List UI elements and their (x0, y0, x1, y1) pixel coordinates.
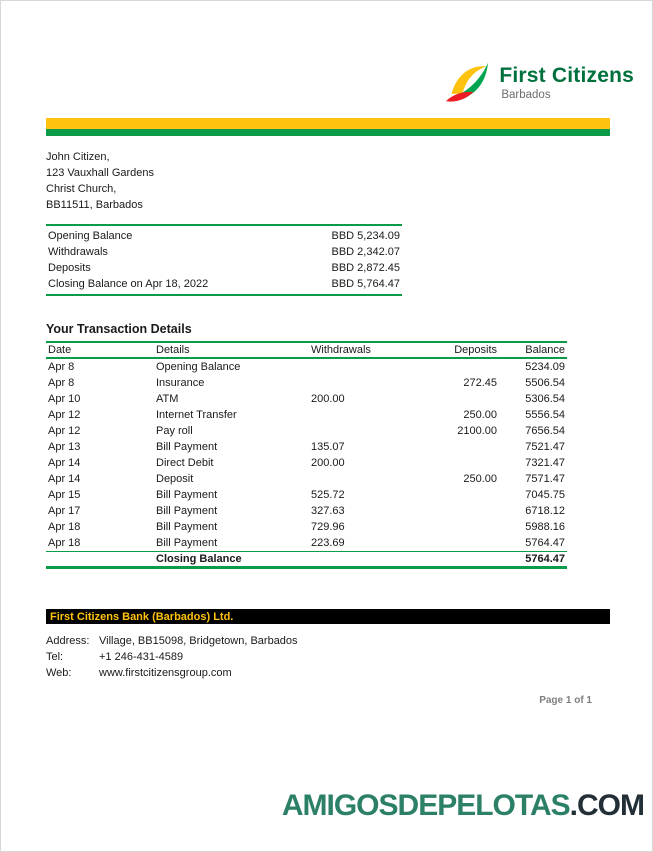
address-label: Address: (46, 635, 90, 647)
statement-content (1, 118, 652, 706)
summary-label: Deposits (48, 262, 91, 274)
txn-date-cell: Apr 15 (48, 489, 81, 501)
txn-balance-cell: 5988.16 (525, 521, 565, 533)
closing-balance-row (46, 551, 567, 569)
txn-date-cell: Apr 17 (48, 505, 81, 517)
txn-date-cell: Apr 18 (48, 537, 81, 549)
watermark-suffix: .COM (569, 789, 644, 822)
txn-details-cell: Insurance (156, 377, 205, 389)
txn-details-cell: Bill Payment (156, 537, 218, 549)
recipient-address (46, 149, 610, 213)
txn-balance-cell: 5764.47 (525, 537, 565, 549)
summary-value: BBD 5,764.47 (331, 278, 400, 290)
logo-row (1, 1, 652, 103)
web-value: www.firstcitizensgroup.com (99, 667, 232, 679)
summary-row-closing (48, 276, 400, 292)
txn-date-cell: Apr 8 (48, 361, 75, 373)
txn-details-cell: Deposit (156, 473, 194, 485)
page-indicator: Page 1 of 1 (539, 695, 592, 706)
transactions-table (46, 341, 567, 569)
watermark-main: AMIGOSDEPELOTAS (281, 789, 570, 822)
summary-row-deposits (48, 260, 400, 276)
txn-withdrawals-cell: 200.00 (311, 393, 345, 405)
logo-brand-text: First Citizens (499, 63, 634, 87)
txn-withdrawals-cell: 223.69 (311, 537, 345, 549)
txn-date-cell: Apr 18 (48, 521, 81, 533)
txn-details-cell: Bill Payment (156, 489, 218, 501)
logo-bird-icon (444, 61, 490, 103)
header-green-bar (46, 129, 610, 136)
txn-balance-cell: 7321.47 (525, 457, 565, 469)
summary-label: Opening Balance (48, 230, 133, 242)
transaction-row (46, 359, 567, 375)
txn-balance-cell: 7571.47 (525, 473, 565, 485)
tel-value: +1 246-431-4589 (99, 651, 184, 663)
closing-label: Closing Balance (156, 553, 242, 565)
logo-region-text: Barbados (501, 88, 551, 101)
transaction-row (46, 407, 567, 423)
summary-row-opening (48, 228, 400, 244)
watermark-text (282, 789, 644, 823)
recipient-line: 123 Vauxhall Gardens (46, 167, 155, 179)
txn-deposits-cell: 2100.00 (457, 425, 497, 437)
txn-details-cell: Pay roll (156, 425, 193, 437)
txn-balance-cell: 5506.54 (525, 377, 565, 389)
transaction-row (46, 439, 567, 455)
transaction-row (46, 503, 567, 519)
summary-value: BBD 5,234.09 (331, 230, 400, 242)
txn-balance-cell: 6718.12 (525, 505, 565, 517)
bank-contact-block (46, 633, 610, 681)
txn-withdrawals-cell: 200.00 (311, 457, 345, 469)
transaction-row (46, 391, 567, 407)
transaction-row (46, 471, 567, 487)
txn-balance-cell: 7656.54 (525, 425, 565, 437)
txn-date-cell: Apr 8 (48, 377, 75, 389)
header-yellow-bar (46, 118, 610, 129)
txn-withdrawals-cell: 525.72 (311, 489, 345, 501)
txn-date-cell: Apr 14 (48, 473, 81, 485)
recipient-line: BB11511, Barbados (46, 199, 143, 211)
transaction-row (46, 487, 567, 503)
transactions-header-row (46, 341, 567, 359)
summary-row-withdrawals (48, 244, 400, 260)
txn-details-cell: Direct Debit (156, 457, 214, 469)
column-header-details: Details (156, 344, 190, 356)
transaction-rows (46, 359, 567, 551)
logo-text (499, 64, 634, 101)
txn-withdrawals-cell: 135.07 (311, 441, 345, 453)
address-value: Village, BB15098, Bridgetown, Barbados (99, 635, 298, 647)
contact-row-tel (46, 649, 610, 665)
column-header-date: Date (48, 344, 72, 356)
txn-balance-cell: 5306.54 (525, 393, 565, 405)
tel-label: Tel: (46, 651, 64, 663)
transaction-row (46, 519, 567, 535)
web-label: Web: (46, 667, 72, 679)
recipient-line: John Citizen, (46, 151, 110, 163)
summary-value: BBD 2,872.45 (331, 262, 400, 274)
txn-date-cell: Apr 12 (48, 425, 81, 437)
transaction-row (46, 375, 567, 391)
txn-details-cell: Internet Transfer (156, 409, 237, 421)
txn-details-cell: Bill Payment (156, 441, 218, 453)
txn-details-cell: ATM (156, 393, 179, 405)
txn-withdrawals-cell: 729.96 (311, 521, 345, 533)
txn-balance-cell: 5234.09 (525, 361, 565, 373)
column-header-withdrawals: Withdrawals (311, 344, 371, 356)
txn-deposits-cell: 250.00 (463, 473, 497, 485)
balance-summary-table (46, 224, 402, 296)
recipient-line: Christ Church, (46, 183, 117, 195)
txn-withdrawals-cell: 327.63 (311, 505, 345, 517)
txn-details-cell: Bill Payment (156, 521, 218, 533)
summary-label: Withdrawals (48, 246, 108, 258)
txn-details-cell: Opening Balance (156, 361, 241, 373)
bank-name: First Citizens Bank (Barbados) Ltd. (50, 610, 234, 623)
column-header-deposits: Deposits (454, 344, 497, 356)
transaction-row (46, 423, 567, 439)
txn-deposits-cell: 272.45 (463, 377, 497, 389)
txn-deposits-cell: 250.00 (463, 409, 497, 421)
txn-balance-cell: 7045.75 (525, 489, 565, 501)
transaction-row (46, 455, 567, 471)
txn-balance-cell: 5556.54 (525, 409, 565, 421)
summary-label: Closing Balance on Apr 18, 2022 (48, 278, 209, 290)
transaction-row (46, 535, 567, 551)
first-citizens-logo (444, 61, 634, 103)
transactions-title: Your Transaction Details (46, 322, 192, 336)
txn-balance-cell: 7521.47 (525, 441, 565, 453)
txn-details-cell: Bill Payment (156, 505, 218, 517)
closing-balance-value: 5764.47 (525, 553, 565, 565)
txn-date-cell: Apr 14 (48, 457, 81, 469)
txn-date-cell: Apr 13 (48, 441, 81, 453)
summary-value: BBD 2,342.07 (331, 246, 400, 258)
contact-row-address (46, 633, 610, 649)
contact-row-web (46, 665, 610, 681)
column-header-balance: Balance (525, 344, 565, 356)
txn-date-cell: Apr 10 (48, 393, 81, 405)
txn-date-cell: Apr 12 (48, 409, 81, 421)
bank-name-bar (46, 609, 610, 624)
